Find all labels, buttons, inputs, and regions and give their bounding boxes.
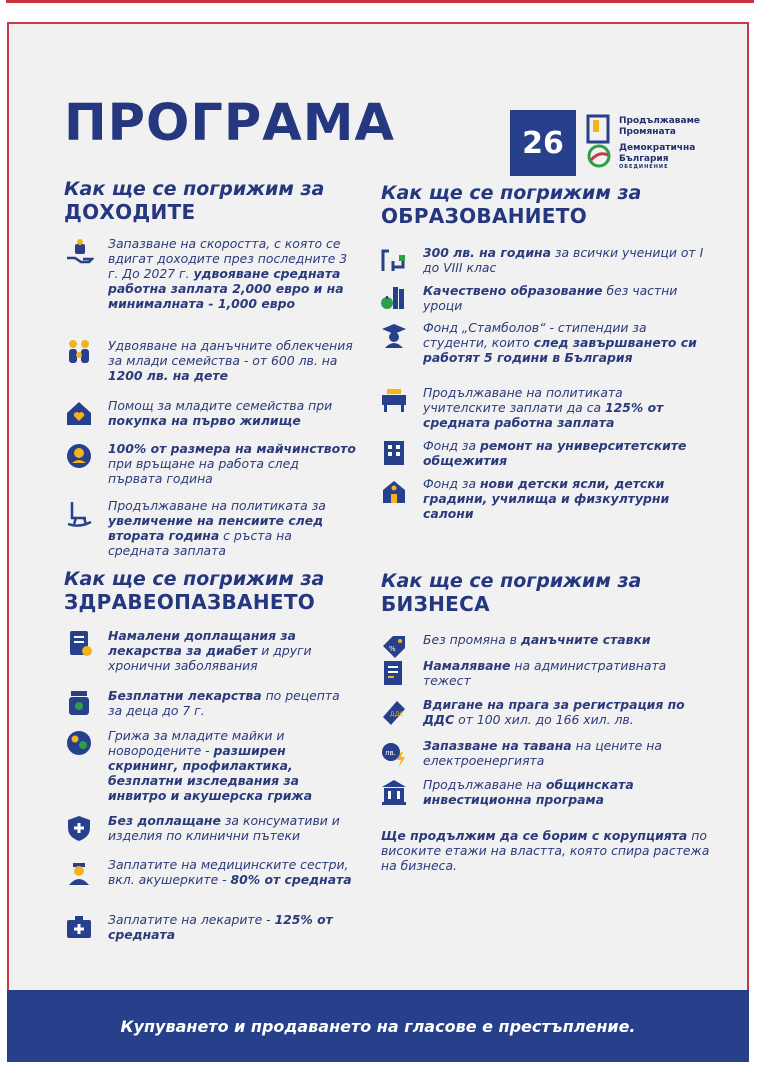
money-hand-icon [64, 236, 94, 266]
graduate-icon [379, 320, 409, 350]
logo-line-1: Продължаваме [619, 116, 701, 126]
health-item [64, 688, 356, 718]
top-border-line [6, 0, 754, 3]
income-item [64, 498, 356, 558]
health-item-text: Заплатите на медицинските сестри, вкл. акушерките - 80% от средната [108, 857, 352, 887]
income-item-text: 100% от размера на майчинството при връщане на работа след първата година [108, 441, 356, 486]
logo-line-2: Промяната [619, 127, 676, 137]
footer-banner: Купуването и продаването на гласове е престъпление. [7, 990, 749, 1062]
db-logo-icon [586, 143, 612, 169]
section-title-education: Как ще се погрижим за ОБРАЗОВАНИЕТО [381, 182, 642, 228]
electricity-price-icon [379, 738, 409, 768]
rocking-chair-icon [64, 498, 94, 528]
education-item-text: 300 лв. на година за всички ученици от I до VIII клас [423, 245, 704, 275]
section-title-income: Как ще се погрижим за ДОХОДИТЕ [64, 178, 325, 224]
income-item [64, 236, 356, 311]
business-item-text: Вдигане на прага за регистрация по ДДС от 100 хил. до 166 хил. лв. [423, 697, 685, 727]
business-item [379, 697, 709, 727]
page-title: ПРОГРАМА [64, 94, 395, 153]
income-item-text: Запазване на скоростта, с която се вдигат доходите през последните 3 г. До 2027 г. удвояване средната работна заплата 2,000 евро и на минималната - 1,000 евро [108, 236, 348, 311]
health-item-text: Грижа за младите майки и новородените - разширен скрининг, профилактика, безплатни изследвания за инвитро и акушерска грижа [108, 728, 313, 803]
closing-statement: Ще продължим да се борим с корупцията по високите етажи на властта, която спира растежа на бизнеса. [381, 828, 710, 873]
logo-line-4: България [619, 154, 669, 164]
ballot-number-badge: 26 [510, 110, 576, 176]
education-item [379, 245, 709, 275]
health-item [64, 628, 356, 673]
health-item [64, 728, 356, 803]
kindergarten-icon [379, 476, 409, 506]
education-item [379, 476, 709, 521]
prescription-icon [64, 628, 94, 658]
health-item [64, 912, 356, 942]
business-item-text: Без промяна в данъчните ставки [423, 632, 651, 647]
business-item [379, 738, 709, 768]
logo-line-3: Демократична [619, 143, 696, 153]
documents-icon [379, 658, 409, 688]
income-item-text: Помощ за младите семейства при покупка на първо жилище [108, 398, 333, 428]
svg-text:лв.: лв. [385, 749, 396, 757]
business-item [379, 777, 709, 807]
nurse-icon [64, 857, 94, 887]
health-item-text: Заплатите на лекарите - 125% от средната [108, 912, 333, 942]
medical-kit-icon [64, 912, 94, 942]
income-item [64, 398, 356, 428]
family-icon [64, 338, 94, 368]
income-item [64, 441, 356, 486]
mother-baby-icon [64, 728, 94, 758]
pp-logo-icon [586, 114, 610, 144]
medical-shield-icon [64, 813, 94, 843]
house-heart-icon [64, 398, 94, 428]
dormitory-icon [379, 438, 409, 468]
svg-text:ДДС: ДДС [390, 711, 404, 718]
health-item [64, 813, 356, 843]
business-item [379, 658, 709, 688]
section-title-business: Как ще се погрижим за БИЗНЕСА [381, 570, 642, 616]
health-item-text: Намалени доплащания за лекарства за диабет и други хронични заболявания [108, 628, 312, 673]
education-item [379, 283, 709, 313]
medicine-bottle-icon [64, 688, 94, 718]
education-item-text: Фонд за ремонт на университетските общежития [423, 438, 687, 468]
maternity-icon [64, 441, 94, 471]
education-item-text: Продължаване на политиката учителските заплати да са 125% от средната работна заплата [423, 385, 664, 430]
teacher-desk-icon [379, 385, 409, 415]
svg-text:%: % [389, 645, 396, 653]
income-item-text: Удвояване на данъчните облекчения за млади семейства - от 600 лв. на 1200 лв. на дете [108, 338, 353, 383]
books-apple-icon [379, 283, 409, 313]
education-item [379, 438, 709, 468]
health-item-text: Безплатни лекарства по рецепта за деца до 7 г. [108, 688, 340, 718]
income-item [64, 338, 356, 383]
education-item-text: Фонд за нови детски ясли, детски градини, училища и физкултурни салони [423, 476, 670, 521]
business-item-text: Намаляване на административната тежест [423, 658, 667, 688]
municipality-icon [379, 777, 409, 807]
vat-ticket-icon [379, 697, 409, 727]
logo-line-5: ОБЕДИНЕНИЕ [619, 164, 669, 170]
education-item-text: Фонд „Стамболов“ - стипендии за студенти, които след завършването си работят 5 години в България [423, 320, 697, 365]
health-item [64, 857, 356, 887]
steps-icon [379, 245, 409, 275]
education-item [379, 320, 709, 365]
business-item-text: Запазване на тавана на цените на електроенергията [423, 738, 662, 768]
education-item-text: Качествено образование без частни уроци [423, 283, 678, 313]
section-title-health: Как ще се погрижим за ЗДРАВЕОПАЗВАНЕТО [64, 568, 325, 614]
health-item-text: Без доплащане за консумативи и изделия по клинични пътеки [108, 813, 340, 843]
income-item-text: Продължаване на политиката за увеличение на пенсиите след втората година с ръста на средната заплата [108, 498, 326, 558]
business-item-text: Продължаване на общинската инвестиционна програма [423, 777, 634, 807]
education-item [379, 385, 709, 430]
